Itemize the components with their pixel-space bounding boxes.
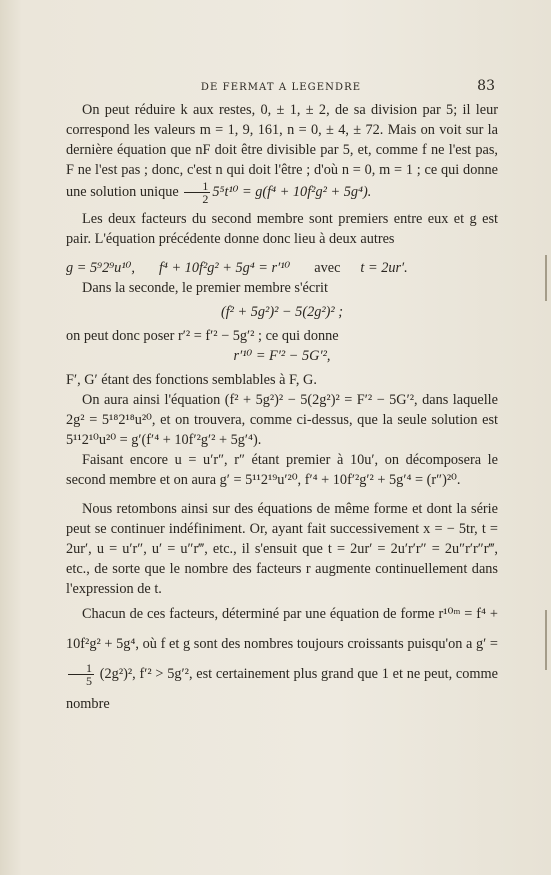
equation-3: r′¹⁰ = F′² − 5G′², <box>233 348 331 364</box>
fraction-denominator: 5 <box>86 674 92 688</box>
page-edge-mark <box>545 255 547 301</box>
paragraph-6: On aura ainsi l'équation (f² + 5g²)² − 5(2g²)² = F′² − 5G′², dans laquelle 2g² = 5¹⁸2¹⁸u²⁰, et on trouvera, comme ci-dessus, que la seule solution est 5¹¹2¹⁰u²⁰ = g′(f′⁴ + 10f′²g′² + 5g′⁴). <box>66 392 498 448</box>
fraction-numerator: 1 <box>184 180 210 193</box>
paragraph-9-text-a: Chacun de ces facteurs, déterminé par une équation de forme r¹⁰ᵐ = f⁴ + 10f²g² + 5g⁴, où f et g sont des nombres toujours croissants puisqu'on a g′ = <box>66 606 498 652</box>
paragraph-2: Les deux facteurs du second membre sont premiers entre eux et g est pair. L'équation précédente donne donc lieu à deux autres <box>66 211 498 247</box>
fraction-one-half <box>184 180 210 205</box>
word-avec: avec <box>314 260 341 276</box>
fraction-numerator: 1 <box>68 662 94 675</box>
running-head <box>63 78 499 98</box>
paragraph-4: on peut donc poser r′² = f′² − 5g′² ; ce qui donne <box>66 328 339 344</box>
paragraph-9 <box>66 599 498 719</box>
paragraph-3: Dans la seconde, le premier membre s'écrit <box>82 280 328 296</box>
page-edge-mark <box>545 610 547 670</box>
equation-row-1 <box>66 258 498 278</box>
paragraph-9-text-b: (2g²)², f′² > 5g′², est certainement plus grand que 1 et ne peut, comme nombre <box>66 666 499 712</box>
paragraph-8: Nous retombons ainsi sur des équations de même forme et dont la série peut se continuer indéfiniment. Or, ayant fait successivement x = − 5tr, t = 2ur′, u = u′r″, u′ = u″r‴, etc., il s'ensuit que t = 2ur′ = 2u′r′r″ = 2u″r′r″r‴, etc., de sorte que le nombre des facteurs r augmente continuellement dans l'expression de t. <box>66 501 498 597</box>
equation-2: (f² + 5g²)² − 5(2g²)² ; <box>220 304 344 320</box>
fraction-one-fifth <box>68 662 94 687</box>
equation-t: t = 2ur′. <box>360 260 408 276</box>
page-body <box>66 100 498 719</box>
equation-r-prime: f⁴ + 10f²g² + 5g⁴ = r′¹⁰ <box>158 260 291 276</box>
equation-g: g = 5⁹2⁹u¹⁰, <box>66 260 135 276</box>
paragraph-5: F′, G′ étant des fonctions semblables à F, G. <box>66 372 317 388</box>
equation-unique-solution: 5⁵t¹⁰ = g(f⁴ + 10f²g² + 5g⁴). <box>212 184 372 200</box>
page-number: 83 <box>477 78 495 94</box>
paragraph-7: Faisant encore u = u′r″, r″ étant premier à 10u′, on décomposera le second membre et on aura g′ = 5¹¹2¹⁹u′²⁰, f′⁴ + 10f′²g′² + 5g′⁴ = (r″)²⁰. <box>66 452 498 488</box>
running-head-title: DE FERMAT A LEGENDRE <box>200 82 362 93</box>
paragraph-1 <box>66 100 498 205</box>
paragraph-1-text: On peut réduire k aux restes, 0, ± 1, ± 2, de sa division par 5; il leur correspond les valeurs m = 1, 9, 161, n = 0, ± 4, ± 72. Mais on voit sur la dernière équation que nF doit être divisible par 5, et, comme f ne l'est pas, F ne l'est pas ; donc, c'est n qui doit l'être ; d'où n = 0, m = 1 ; ce qui donne une solution unique <box>66 102 498 200</box>
fraction-denominator: 2 <box>202 192 209 206</box>
